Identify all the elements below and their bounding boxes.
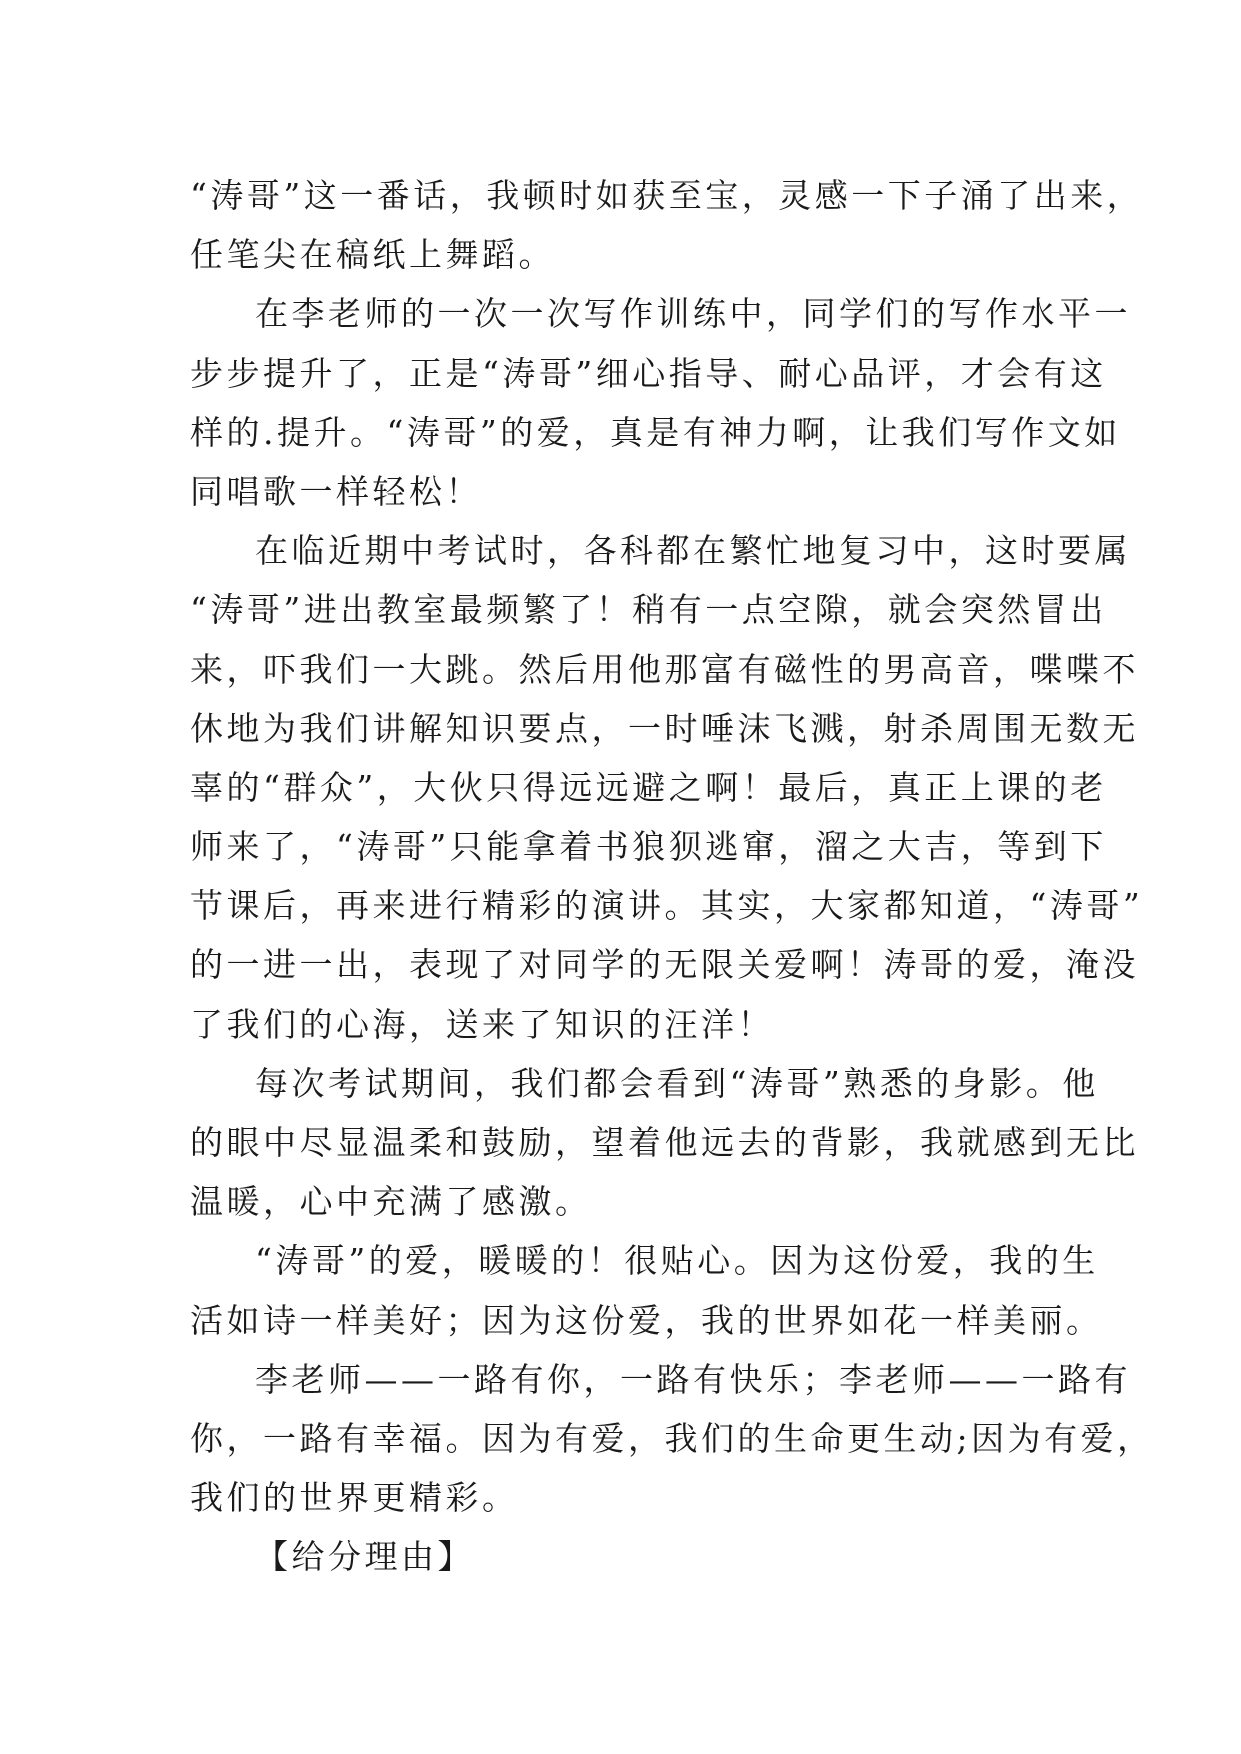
section-heading: 【给分理由】 — [255, 1537, 474, 1577]
text-line: 样的.提升。“涛哥”的爱，真是有神力啊，让我们写作文如 — [190, 412, 1121, 452]
paragraph-start-line: 在李老师的一次一次写作训练中，同学们的写作水平一 — [255, 294, 1131, 334]
paragraph-start-line: 李老师——一路有你，一路有快乐；李老师——一路有 — [255, 1359, 1131, 1399]
paragraph-start-line: “涛哥”的爱，暖暖的！很贴心。因为这份爱，我的生 — [255, 1241, 1099, 1281]
text-line: 来，吓我们一大跳。然后用他那富有磁性的男高音，喋喋不 — [190, 649, 1139, 689]
paragraph-start-line: 每次考试期间，我们都会看到“涛哥”熟悉的身影。他 — [255, 1063, 1099, 1103]
text-line: 任笔尖在稿纸上舞蹈。 — [190, 235, 555, 275]
text-line: 你，一路有幸福。因为有爱，我们的生命更生动;因为有爱， — [190, 1418, 1154, 1458]
text-line: 休地为我们讲解知识要点，一时唾沫飞溅，射杀周围无数无 — [190, 708, 1139, 748]
text-line: 节课后，再来进行精彩的演讲。其实，大家都知道，“涛哥” — [190, 886, 1144, 926]
text-line: 温暖，心中充满了感激。 — [190, 1182, 592, 1222]
document-body — [190, 166, 1154, 1587]
paragraph-start-line: 在临近期中考试时，各科都在繁忙地复习中，这时要属 — [255, 531, 1131, 571]
text-line: “涛哥”进出教室最频繁了！稍有一点空隙，就会突然冒出 — [190, 590, 1107, 630]
text-line: 我们的世界更精彩。 — [190, 1478, 519, 1518]
text-line: 的眼中尽显温柔和鼓励，望着他远去的背影，我就感到无比 — [190, 1123, 1139, 1162]
text-line: 活如诗一样美好；因为这份爱，我的世界如花一样美丽。 — [190, 1300, 1103, 1340]
text-line: 的一进一出，表现了对同学的无限关爱啊！涛哥的爱，淹没 — [190, 945, 1139, 985]
text-line: 同唱歌一样轻松！ — [190, 471, 482, 511]
text-line: 师来了，“涛哥”只能拿着书狼狈逃窜，溜之大吉，等到下 — [190, 827, 1107, 867]
text-line: “涛哥”这一番话，我顿时如获至宝，灵感一下子涌了出来， — [190, 176, 1144, 215]
text-line: 了我们的心海，送来了知识的汪洋！ — [190, 1004, 774, 1044]
text-line: 辜的“群众”，大伙只得远远避之啊！最后，真正上课的老 — [190, 767, 1107, 807]
text-line: 步步提升了，正是“涛哥”细心指导、耐心品评，才会有这 — [190, 353, 1107, 393]
